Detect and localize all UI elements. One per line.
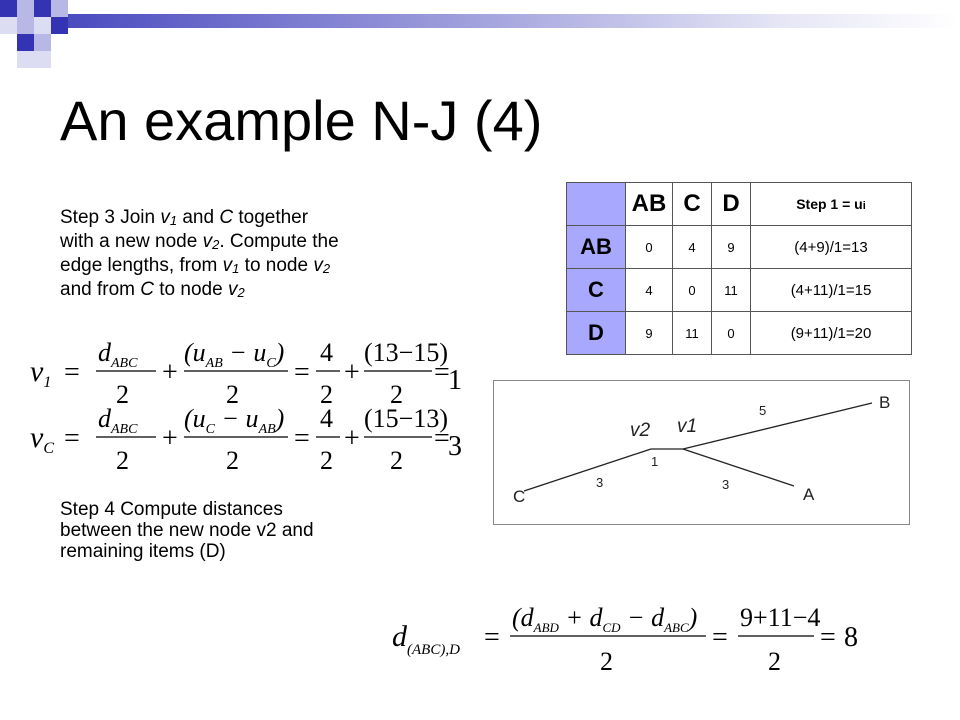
column-header xyxy=(751,183,912,226)
table-cell: (9+11)/1=20 xyxy=(751,312,912,355)
text-run: together xyxy=(233,207,309,228)
text-run: . Compute the xyxy=(219,231,339,252)
svg-text:4: 4 xyxy=(320,404,333,433)
text-line xyxy=(60,255,420,279)
svg-text:8: 8 xyxy=(844,622,858,653)
table-cell: 4 xyxy=(626,269,673,312)
node-label-c: C xyxy=(513,487,526,506)
text-run: v xyxy=(160,207,170,228)
svg-text:vC: $v_C$ xyxy=(30,421,54,457)
step3-text xyxy=(60,207,420,303)
text-run: and from xyxy=(60,279,141,300)
text-run: v xyxy=(222,255,233,276)
node-label-v1: v1 xyxy=(677,416,698,437)
node-label-a: A xyxy=(803,485,815,504)
tree-diagram xyxy=(493,380,910,525)
decor-square xyxy=(34,17,51,34)
decor-square xyxy=(0,17,17,34)
decor-bar xyxy=(68,14,960,28)
svg-text:dABC: $d_{ABC}$ xyxy=(98,404,138,437)
subscript: i xyxy=(862,200,866,212)
column-header: C xyxy=(673,183,712,226)
svg-text:2: 2 xyxy=(390,446,403,475)
edge-label-v2-c: 3 xyxy=(596,475,604,490)
text-run: v xyxy=(313,255,323,276)
decor-square xyxy=(17,34,34,51)
decor-square xyxy=(17,17,34,34)
table-cell: 11 xyxy=(712,269,751,312)
decor-square xyxy=(17,0,34,17)
decor-square xyxy=(51,0,68,17)
edge-label-v1-v2: 1 xyxy=(651,454,659,469)
column-header: D xyxy=(712,183,751,226)
svg-text:(dABD + dCD − dABC): $(d_{ABD} + d_{CD} - d_{ABC})$ xyxy=(512,603,698,635)
subscript: 2 xyxy=(322,261,331,276)
svg-text:(uC − uAB): $(u_C - u_{AB})$ xyxy=(184,404,285,437)
svg-text:=: = xyxy=(484,622,500,653)
distance-table xyxy=(566,182,912,355)
edge-label-v1-b: 5 xyxy=(759,403,767,418)
svg-text:(uAB − uC): $(u_{AB} - u_C)$ xyxy=(184,338,285,371)
decor-square xyxy=(51,17,68,34)
table-cell: 9 xyxy=(712,226,751,269)
text-line xyxy=(60,231,420,255)
text-run: C xyxy=(219,207,234,228)
table-cell: 0 xyxy=(626,226,673,269)
svg-text:=: = xyxy=(434,357,450,388)
decor-square xyxy=(0,0,17,17)
table-row xyxy=(567,269,912,312)
table-cell: 11 xyxy=(673,312,712,355)
svg-text:2: 2 xyxy=(226,380,239,409)
equation-v1-result: 1 xyxy=(448,365,462,396)
svg-text:=: = xyxy=(434,423,450,454)
header-text: Step 1 = u xyxy=(796,196,863,212)
svg-text:=: = xyxy=(64,423,80,454)
svg-text:2: 2 xyxy=(116,380,129,409)
node-label-b: B xyxy=(879,393,891,412)
table-cell: (4+9)/1=13 xyxy=(751,226,912,269)
text-run: v xyxy=(227,279,238,300)
edge-v1-a xyxy=(683,449,794,486)
row-header: C xyxy=(567,269,626,312)
svg-text:9+11−4: 9+11−4 xyxy=(740,603,821,632)
decor-square xyxy=(34,0,51,17)
svg-text:2: 2 xyxy=(600,647,613,676)
text-run: with a new node xyxy=(60,231,203,252)
decor-square xyxy=(34,34,51,51)
subscript: 2 xyxy=(237,285,245,300)
step4-text xyxy=(60,499,420,562)
text-run: and xyxy=(177,207,220,228)
edge-label-v1-a: 3 xyxy=(722,477,730,492)
decor-square xyxy=(34,51,51,68)
svg-text:(13−15): (13−15) xyxy=(364,338,448,367)
decor-square xyxy=(17,51,34,68)
svg-text:+: + xyxy=(344,357,360,388)
table-header-row xyxy=(567,183,912,226)
svg-text:2: 2 xyxy=(320,446,333,475)
svg-text:v1: $v_1$ xyxy=(30,355,52,391)
table-row xyxy=(567,312,912,355)
slide-title: An example N-J (4) xyxy=(60,89,543,152)
text-line xyxy=(60,207,420,231)
svg-text:2: 2 xyxy=(116,446,129,475)
text-line: remaining items (D) xyxy=(60,541,226,562)
text-run: Step 3 Join xyxy=(60,207,161,228)
subscript: 1 xyxy=(232,261,240,276)
subscript: 2 xyxy=(212,237,220,252)
row-header: AB xyxy=(567,226,626,269)
svg-text:dABC: $d_{ABC}$ xyxy=(98,338,138,371)
svg-text:2: 2 xyxy=(768,647,781,676)
svg-text:2: 2 xyxy=(320,380,333,409)
svg-text:4: 4 xyxy=(320,338,333,367)
text-run: to node xyxy=(154,279,228,300)
table-cell: 9 xyxy=(626,312,673,355)
equation-vc-result: 3 xyxy=(448,431,462,462)
table-corner xyxy=(567,183,626,226)
table-row xyxy=(567,226,912,269)
edge-length-equations xyxy=(20,335,460,475)
svg-text:+: + xyxy=(162,357,178,388)
svg-text:2: 2 xyxy=(390,380,403,409)
text-line: between the new node v2 and xyxy=(60,520,314,541)
svg-text:2: 2 xyxy=(226,446,239,475)
text-line xyxy=(60,279,420,303)
svg-text:+: + xyxy=(344,423,360,454)
text-run: v xyxy=(202,231,213,252)
table-cell: (4+11)/1=15 xyxy=(751,269,912,312)
table-cell: 0 xyxy=(673,269,712,312)
distance-equation xyxy=(388,600,868,680)
tree-edges xyxy=(494,381,909,524)
text-line: Step 4 Compute distances xyxy=(60,499,283,520)
svg-text:(15−13): (15−13) xyxy=(364,404,448,433)
svg-text:=: = xyxy=(712,622,728,653)
svg-text:d(ABC),D: $d_{(ABC),D}$ xyxy=(392,620,460,658)
svg-text:=: = xyxy=(64,357,80,388)
text-run: to node xyxy=(239,255,314,276)
svg-text:=: = xyxy=(294,357,310,388)
text-run: C xyxy=(140,279,154,300)
svg-text:=: = xyxy=(294,423,310,454)
row-header: D xyxy=(567,312,626,355)
table-cell: 0 xyxy=(712,312,751,355)
table-cell: 4 xyxy=(673,226,712,269)
equation-v1 xyxy=(30,338,450,409)
svg-text:=: = xyxy=(820,622,836,653)
text-run: edge lengths, from xyxy=(60,255,223,276)
edge-c-v2 xyxy=(524,449,651,491)
equation-vc xyxy=(30,404,450,475)
column-header: AB xyxy=(626,183,673,226)
svg-text:+: + xyxy=(162,423,178,454)
node-label-v2: v2 xyxy=(630,420,651,441)
subscript: 1 xyxy=(169,213,178,228)
edge-v1-b xyxy=(683,403,872,449)
